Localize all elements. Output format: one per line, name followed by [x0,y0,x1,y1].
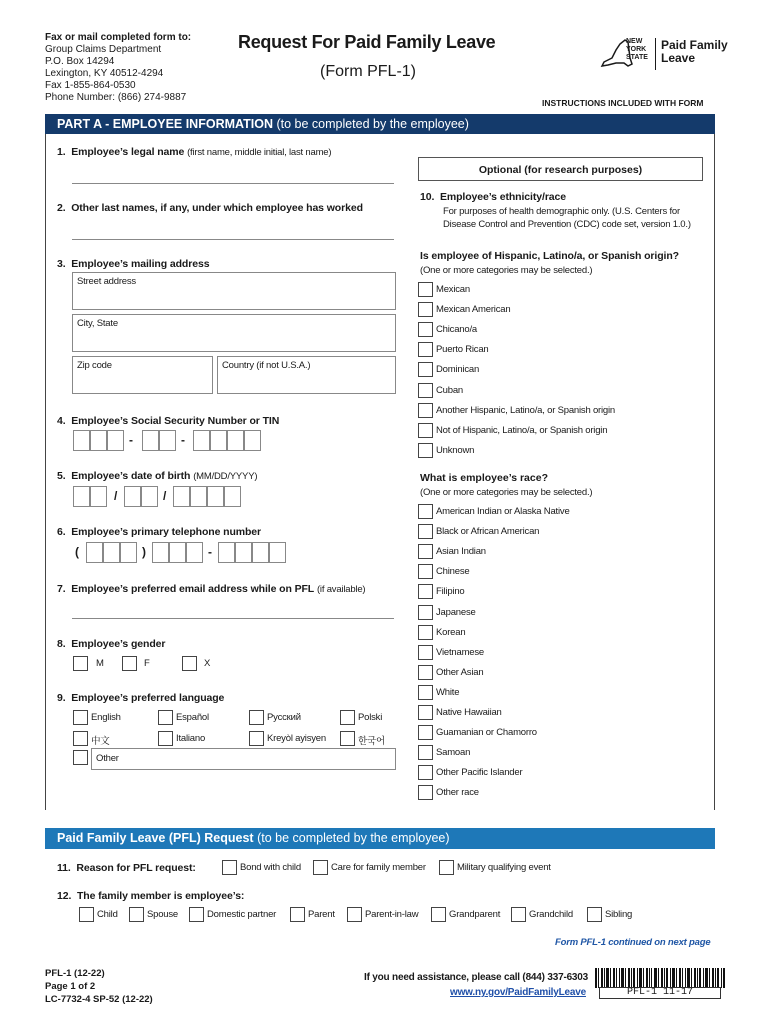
hispanic-note: (One or more categories may be selected.) [420,265,593,276]
lang-spanish-checkbox[interactable] [158,710,173,725]
lang-kreyol-checkbox[interactable] [249,731,264,746]
race-option-checkbox[interactable] [418,524,433,539]
race-option-checkbox[interactable] [418,725,433,740]
q4-label [57,415,279,427]
q9-label [57,692,224,704]
q1-text: Employee’s legal name [71,146,185,158]
reason-care-checkbox[interactable] [313,860,328,875]
q5-label [57,470,257,482]
lang-other-checkbox[interactable] [73,750,88,765]
mail-address-block [45,44,186,104]
dob-separator: / [163,489,167,503]
lang-other-input[interactable] [91,748,396,770]
phone-digit-box[interactable] [120,542,137,563]
family-option-checkbox[interactable] [129,907,144,922]
family-option-checkbox[interactable] [79,907,94,922]
family-option-checkbox[interactable] [189,907,204,922]
logo-state-line: STATE [626,54,648,61]
hispanic-option-label: Another Hispanic, Latino/a, or Spanish origin [436,404,616,416]
race-option-checkbox[interactable] [418,645,433,660]
family-option-checkbox[interactable] [511,907,526,922]
zip-code-label: Zip code [77,360,112,371]
race-option-label: Samoan [436,747,471,759]
race-option-label: White [436,686,460,698]
race-option-label: Filipino [436,586,465,598]
q6-label [57,526,261,538]
q10-note-line: Disease Control and Prevention (CDC) code set, version 1.0.) [443,219,691,230]
phone-paren-open: ( [75,545,79,559]
family-option-label: Grandparent [449,909,501,920]
gender-x-label: X [204,658,211,669]
q2-text: Other last names, if any, under which employee has worked [71,202,363,214]
q10-num: 10. [420,191,435,203]
race-question: What is employee’s race? [420,472,548,484]
optional-header-box [418,157,703,181]
race-option-checkbox[interactable] [418,625,433,640]
country-field[interactable] [217,356,396,394]
reason-bond-label: Bond with child [240,862,301,873]
lang-russian-label: Русский [267,712,301,723]
part-a-subtitle: (to be completed by the employee) [276,117,469,131]
family-option-label: Spouse [147,909,179,920]
race-option-label: Japanese [436,606,476,618]
phone-separator: - [208,545,212,559]
logo-state-line: NEW [626,38,643,45]
hispanic-option-label: Mexican American [436,304,511,316]
q8-num: 8. [57,638,66,650]
q10-label [420,191,566,203]
mail-line: P.O. Box 14294 [45,56,115,67]
phone-digit-box[interactable] [103,542,120,563]
family-option-checkbox[interactable] [587,907,602,922]
hispanic-question: Is employee of Hispanic, Latino/a, or Spanish origin? [420,250,679,262]
lang-korean-checkbox[interactable] [340,731,355,746]
race-option-checkbox[interactable] [418,584,433,599]
q4-text: Employee’s Social Security Number or TIN [71,415,280,427]
ssn-digit-box[interactable] [107,430,124,451]
family-option-checkbox[interactable] [347,907,362,922]
part-a-banner [45,114,715,134]
phone-digit-box[interactable] [269,542,286,563]
footer-form-info [45,967,153,1006]
hispanic-option-checkbox[interactable] [418,322,433,337]
lang-spanish-label: Español [176,712,209,723]
q1-num: 1. [57,146,66,158]
optional-title: Optional (for research purposes) [478,164,643,176]
gender-f-label: F [144,658,150,669]
race-option-label: Korean [436,626,466,638]
race-option-checkbox[interactable] [418,685,433,700]
pfl-website-link[interactable]: www.ny.gov/PaidFamilyLeave [450,987,586,998]
barcode [595,968,725,1000]
dob-separator: / [114,489,118,503]
reason-care-label: Care for family member [331,862,426,873]
q7-text: Employee’s preferred email address while on PFL [71,583,315,595]
gender-x-checkbox[interactable] [182,656,197,671]
legal-name-input[interactable] [72,183,394,184]
part-a-left-border [45,134,46,810]
lang-chinese-checkbox[interactable] [73,731,88,746]
footer-code: LC-7732-4 SP-52 (12-22) [45,994,153,1005]
lang-english-checkbox[interactable] [73,710,88,725]
race-option-label: Other race [436,787,479,799]
q10-text: Employee’s ethnicity/race [439,191,567,203]
dob-digit-box[interactable] [224,486,241,507]
logo-text-line: Paid Family [661,38,728,52]
family-option-label: Child [97,909,118,920]
ssn-digit-box[interactable] [210,430,227,451]
hispanic-option-checkbox[interactable] [418,362,433,377]
lang-chinese-label: 中文 [91,736,110,747]
logo-text [661,39,728,65]
phone-digit-box[interactable] [86,542,103,563]
q8-label [57,638,165,650]
q5-num: 5. [57,470,66,482]
hispanic-option-label: Chicano/a [436,324,477,336]
race-option-label: American Indian or Alaska Native [436,506,570,517]
assistance-phone: If you need assistance, please call (844) 337-6303 [364,972,589,983]
gender-m-label: M [96,658,104,669]
ssn-digit-box[interactable] [244,430,261,451]
mail-line: Group Claims Department [45,44,162,55]
race-option-checkbox[interactable] [418,745,433,760]
country-label: Country (if not U.S.A.) [222,360,311,371]
q5-hint: (MM/DD/YYYY) [193,471,258,482]
part-a-title: PART A - EMPLOYEE INFORMATION [57,117,273,131]
logo-state-line: YORK [626,46,647,53]
hispanic-option-label: Not of Hispanic, Latino/a, or Spanish origin [436,424,608,436]
phone-digit-box[interactable] [218,542,235,563]
barcode-text: PFL-1 11-17 [599,987,721,999]
lang-italian-label: Italiano [176,733,206,744]
ssn-digit-box[interactable] [142,430,159,451]
family-option-checkbox[interactable] [290,907,305,922]
family-option-label: Parent [308,909,335,920]
lang-russian-checkbox[interactable] [249,710,264,725]
phone-digit-box[interactable] [152,542,169,563]
hispanic-option-checkbox[interactable] [418,403,433,418]
ssn-digit-box[interactable] [90,430,107,451]
q6-text: Employee’s primary telephone number [71,526,262,538]
q12-text: The family member is employee’s: [76,890,245,902]
q7-label [57,583,365,595]
dob-digit-box[interactable] [90,486,107,507]
hispanic-option-checkbox[interactable] [418,342,433,357]
family-option-label: Grandchild [529,909,573,920]
race-option-label: Other Pacific Islander [436,767,523,779]
hispanic-option-checkbox[interactable] [418,383,433,398]
q3-text: Employee’s mailing address [71,258,210,270]
footer-page: Page 1 of 2 [45,981,96,992]
q6-num: 6. [57,526,66,538]
pfl-request-banner [45,828,715,849]
hispanic-option-checkbox[interactable] [418,423,433,438]
race-option-checkbox[interactable] [418,765,433,780]
mail-line: Lexington, KY 40512-4294 [45,68,164,79]
ssn-digit-box[interactable] [159,430,176,451]
race-option-checkbox[interactable] [418,605,433,620]
gender-f-checkbox[interactable] [122,656,137,671]
family-option-label: Domestic partner [207,909,277,920]
dob-digit-box[interactable] [207,486,224,507]
lang-other-label: Other [96,753,119,764]
q11-label [57,862,196,874]
race-option-label: Guamanian or Chamorro [436,727,537,739]
pfl-subtitle: (to be completed by the employee) [257,831,450,845]
hispanic-option-label: Dominican [436,364,480,376]
phone-digit-box[interactable] [169,542,186,563]
form-subtitle: (Form PFL-1) [320,63,416,80]
ssn-digit-box[interactable] [193,430,210,451]
race-option-label: Asian Indian [436,546,486,558]
mail-line: Fax 1-855-864-0530 [45,80,136,91]
family-option-label: Sibling [605,909,633,920]
phone-paren-close: ) [142,545,146,559]
race-option-label: Other Asian [436,666,484,678]
q3-label [57,258,209,270]
hispanic-option-label: Unknown [436,444,475,456]
hispanic-option-label: Cuban [436,384,463,396]
continued-note: Form PFL-1 continued on next page [555,937,711,948]
mail-heading: Fax or mail completed form to: [45,32,192,43]
race-option-label: Vietnamese [436,646,484,658]
q12-label [57,890,244,902]
logo-divider [655,38,656,70]
q10-note-line: For purposes of health demographic only. (U.S. Centers for [443,206,680,217]
city-state-label: City, State [77,318,118,329]
q9-text: Employee’s preferred language [71,692,225,704]
race-option-checkbox[interactable] [418,665,433,680]
email-input[interactable] [72,618,394,619]
street-address-field[interactable] [72,272,396,310]
dob-digit-box[interactable] [190,486,207,507]
logo-text-line: Leave [661,51,696,65]
gender-m-checkbox[interactable] [73,656,88,671]
city-state-field[interactable] [72,314,396,352]
hispanic-option-checkbox[interactable] [418,282,433,297]
q5-text: Employee’s date of birth [71,470,191,482]
barcode-bars-icon [595,968,725,988]
phone-digit-box[interactable] [235,542,252,563]
q4-num: 4. [57,415,66,427]
ssn-separator: - [129,433,133,447]
race-option-checkbox[interactable] [418,785,433,800]
q3-num: 3. [57,258,66,270]
hispanic-option-label: Puerto Rican [436,344,489,356]
q9-num: 9. [57,692,66,704]
race-option-label: Black or African American [436,526,540,538]
instructions-note: INSTRUCTIONS INCLUDED WITH FORM [542,98,704,108]
q1-label [57,146,331,158]
q7-hint: (if available) [316,584,366,595]
ssn-digit-box[interactable] [73,430,90,451]
phone-digit-box[interactable] [186,542,203,563]
lang-english-label: English [91,712,121,723]
lang-italian-checkbox[interactable] [158,731,173,746]
lang-polish-checkbox[interactable] [340,710,355,725]
family-option-label: Parent-in-law [365,909,419,920]
pfl-title: Paid Family Leave (PFL) Request [57,831,254,845]
family-option-checkbox[interactable] [431,907,446,922]
mail-line: Phone Number: (866) 274-9887 [45,92,187,103]
ssn-digit-box[interactable] [227,430,244,451]
race-note: (One or more categories may be selected.) [420,487,593,498]
lang-polish-label: Polski [358,712,383,723]
reason-military-label: Military qualifying event [457,862,551,873]
form-title: Request For Paid Family Leave [238,32,496,52]
q2-label [57,202,363,214]
phone-digit-box[interactable] [252,542,269,563]
race-option-label: Native Hawaiian [436,707,502,718]
zip-code-field[interactable] [72,356,213,394]
nys-pfl-logo [598,36,733,72]
hispanic-option-checkbox[interactable] [418,302,433,317]
race-option-checkbox[interactable] [418,705,433,720]
hispanic-option-label: Mexican [436,284,470,295]
q1-hint: (first name, middle initial, last name) [187,147,332,158]
part-a-right-border [714,134,715,810]
hispanic-option-checkbox[interactable] [418,443,433,458]
q2-num: 2. [57,202,66,214]
race-option-checkbox[interactable] [418,544,433,559]
dob-digit-box[interactable] [73,486,90,507]
ssn-separator: - [181,433,185,447]
q11-text: Reason for PFL request: [76,862,196,874]
logo-state [626,38,648,62]
q8-text: Employee’s gender [71,638,166,650]
race-option-checkbox[interactable] [418,564,433,579]
street-address-label: Street address [77,276,136,287]
lang-korean-label: 한국어 [358,736,385,747]
q12-num: 12. [57,890,72,902]
race-option-label: Chinese [436,566,470,578]
q7-num: 7. [57,583,66,595]
footer-form-id: PFL-1 (12-22) [45,968,105,979]
q11-num: 11. [57,862,71,874]
reason-military-checkbox[interactable] [439,860,454,875]
dob-digit-box[interactable] [141,486,158,507]
dob-digit-box[interactable] [173,486,190,507]
race-option-checkbox[interactable] [418,504,433,519]
dob-digit-box[interactable] [124,486,141,507]
reason-bond-checkbox[interactable] [222,860,237,875]
other-last-names-input[interactable] [72,239,394,240]
lang-kreyol-label: Kreyòl ayisyen [267,733,326,744]
